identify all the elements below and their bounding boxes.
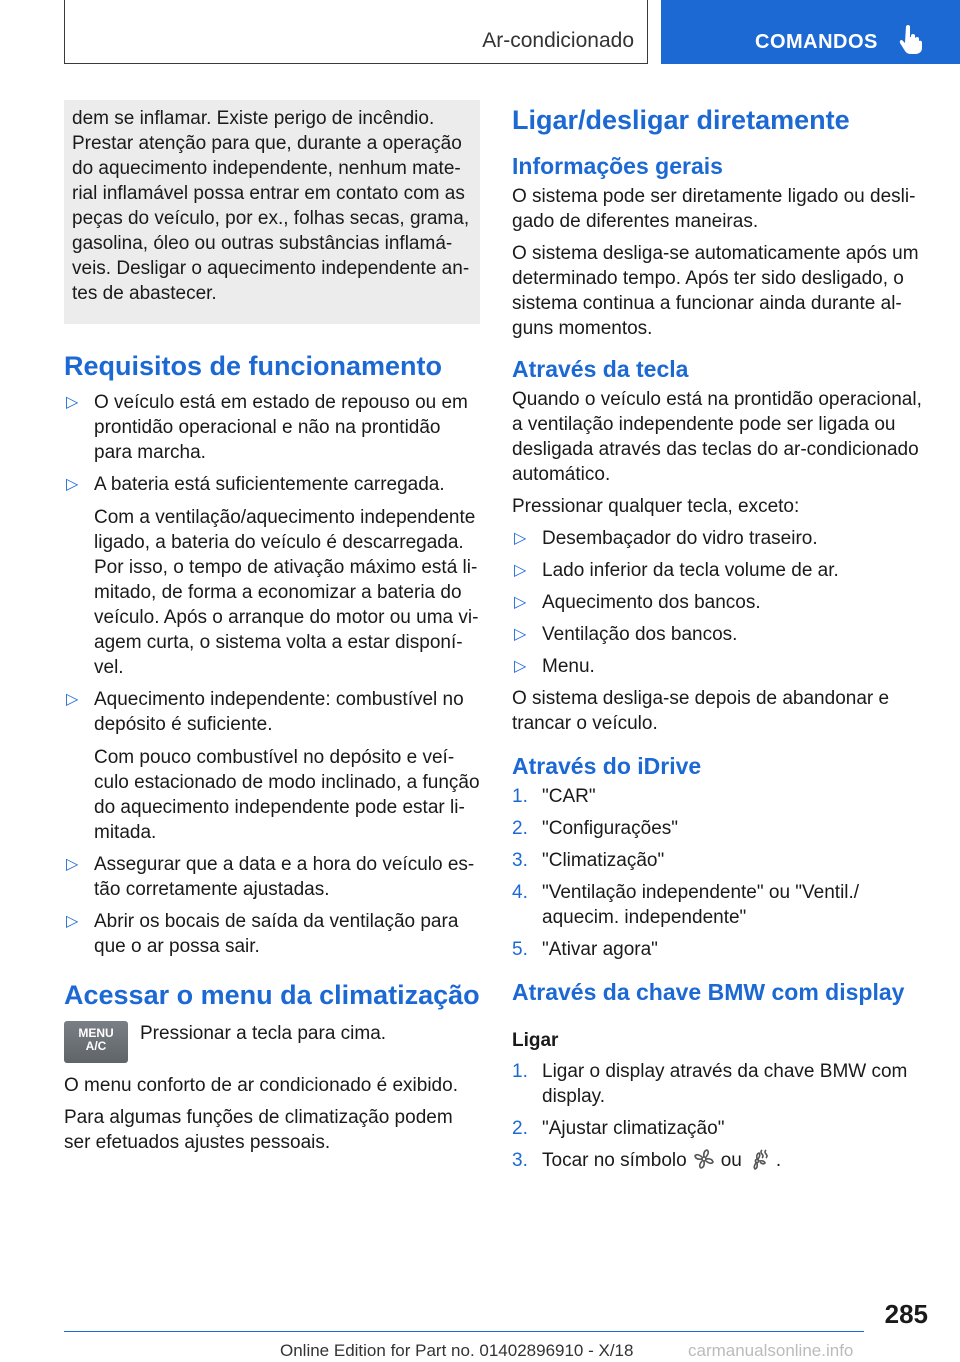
step-item: 2. "Configurações" (512, 818, 679, 839)
list-item: ▷ A bateria está suficientemente carregada. Com a ventilação/aquecimento independente ligado, a bateria do veículo é descarregada. Por isso, o tempo de ativação máximo está limitado, de forma a economizar a bateria do veículo. Após o arranque do motor ou uma viagem curta, o sistema volta a estar disponível. (66, 474, 479, 678)
triangle-bullet-icon: ▷ (514, 594, 527, 611)
header-section-box (64, 0, 648, 64)
step-item: 2. "Ajustar climatização" (512, 1118, 725, 1139)
tab-comandos[interactable] (661, 0, 960, 64)
step-item: 3. Tocar no símbolo ou . (512, 1150, 782, 1171)
hand-pointer-icon (897, 24, 923, 54)
warning-line: peças do veículo, por ex., folhas secas, grama, (72, 208, 470, 229)
via-display-key-heading: Através da chave BMW com display (512, 979, 905, 1005)
list-item: ▷ Abrir os bocais de saída da ventilação para que o ar possa sair. (66, 911, 459, 957)
triangle-bullet-icon: ▷ (514, 530, 527, 547)
menu-ac-button-image: MENU A/C (64, 1021, 128, 1063)
list-item: ▷ Ventilação dos bancos. (514, 624, 738, 645)
step-item: 1. Ligar o display através da chave BMW com display. (512, 1061, 908, 1107)
general-info-heading: Informações gerais (512, 153, 723, 179)
step-item: 3. "Climatização" (512, 850, 665, 871)
step-item: 5. "Ativar agora" (512, 939, 658, 960)
footer-watermark: carmanualsonline.info (688, 1341, 854, 1360)
list-item: ▷ Desembaçador do vidro traseiro. (514, 528, 818, 549)
triangle-bullet-icon: ▷ (514, 626, 527, 643)
idrive-steps (512, 784, 928, 962)
warning-line: veis. Desligar o aquecimento independente an- (72, 258, 470, 279)
footer-divider (64, 1331, 864, 1332)
menu-key-row (64, 1021, 480, 1063)
paragraph: O sistema desliga-se automaticamente após um determinado tempo. Após ter sido desligado, o sistema continua a funcionar ainda durante alguns momentos. (512, 243, 919, 339)
requirements-list (64, 390, 480, 959)
climate-menu-heading: Acessar o menu da climatização (64, 980, 480, 1010)
paragraph: O sistema pode ser diretamente ligado ou desligado de diferentes maneiras. (512, 186, 916, 232)
tab-comandos-label: COMANDOS (755, 31, 878, 53)
fan-icon (693, 1148, 715, 1170)
paragraph: Quando o veículo está na prontidão operacional, a ventilação independente pode ser ligada ou desligada através das teclas do ar-condicionado automático. (512, 389, 922, 485)
section-title: Ar-condicionado (482, 29, 634, 52)
list-item: ▷ Aquecimento dos bancos. (514, 592, 761, 613)
display-key-steps (512, 1059, 928, 1173)
warning-line: tes de abastecer. (72, 283, 217, 304)
requirements-heading: Requisitos de funcionamento (64, 351, 443, 381)
list-item: ▷ Aquecimento independente: combustível no depósito é suficiente. Com pouco combustível no depósito e veículo estacionado de modo inclinado, a função do aquecimento independente pode estar limitada. (66, 689, 480, 843)
page-number: 285 (884, 1299, 928, 1329)
warning-box (64, 100, 480, 324)
warning-line: Prestar atenção para que, durante a operação (72, 133, 462, 154)
triangle-bullet-icon: ▷ (66, 913, 79, 930)
list-item: ▷ Assegurar que a data e a hora do veículo estão corretamente ajustadas. (66, 854, 475, 900)
right-column (512, 100, 928, 1180)
direct-switch-heading: Ligar/desligar diretamente (512, 105, 850, 135)
step-item: 4. "Ventilação independente" ou "Ventil./ aquecim. independente" (512, 882, 860, 928)
left-column (64, 100, 480, 1162)
paragraph: O menu conforto de ar condicionado é exibido. (64, 1075, 458, 1096)
via-idrive-heading: Através do iDrive (512, 753, 702, 779)
paragraph: Pressionar qualquer tecla, exceto: (512, 496, 800, 517)
list-item: ▷ O veículo está em estado de repouso ou em prontidão operacional e não na prontidão para marcha. (66, 392, 468, 463)
triangle-bullet-icon: ▷ (66, 691, 79, 708)
triangle-bullet-icon: ▷ (66, 394, 79, 411)
warning-line: do aquecimento independente, nenhum mate- (72, 158, 461, 179)
switch-on-label: Ligar (512, 1030, 559, 1051)
list-item-note: Com a ventilação/aquecimento independente ligado, a bateria do veículo é descarregada. Por isso, o tempo de ativação máximo está limitado, de forma a economizar a bateria do veículo. Após o arranque do motor ou uma viagem curta, o sistema volta a estar disponível. (94, 507, 479, 678)
triangle-bullet-icon: ▷ (514, 658, 527, 675)
list-item-note: Com pouco combustível no depósito e veículo estacionado de modo inclinado, a função do aquecimento independente pode estar limitada. (94, 747, 480, 843)
menu-instruction: Pressionar a tecla para cima. (140, 1023, 387, 1044)
triangle-bullet-icon: ▷ (514, 562, 527, 579)
warning-line: gasolina, óleo ou outras substâncias inflamá- (72, 233, 453, 254)
step-item: 1. "CAR" (512, 786, 596, 807)
fan-heat-icon (748, 1148, 770, 1170)
paragraph: Para algumas funções de climatização podem ser efetuados ajustes pessoais. (64, 1107, 453, 1153)
via-key-heading: Através da tecla (512, 356, 689, 382)
exception-list (512, 526, 928, 679)
paragraph: O sistema desliga-se depois de abandonar e trancar o veículo. (512, 688, 890, 734)
warning-line: rial inflamável possa entrar em contato com as (72, 183, 465, 204)
list-item: ▷ Menu. (514, 656, 595, 677)
warning-line: dem se inflamar. Existe perigo de incêndio. (72, 108, 435, 129)
triangle-bullet-icon: ▷ (66, 856, 79, 873)
triangle-bullet-icon: ▷ (66, 476, 79, 493)
footer-edition: Online Edition for Part no. 01402896910 - X/18 (280, 1341, 634, 1360)
list-item: ▷ Lado inferior da tecla volume de ar. (514, 560, 839, 581)
